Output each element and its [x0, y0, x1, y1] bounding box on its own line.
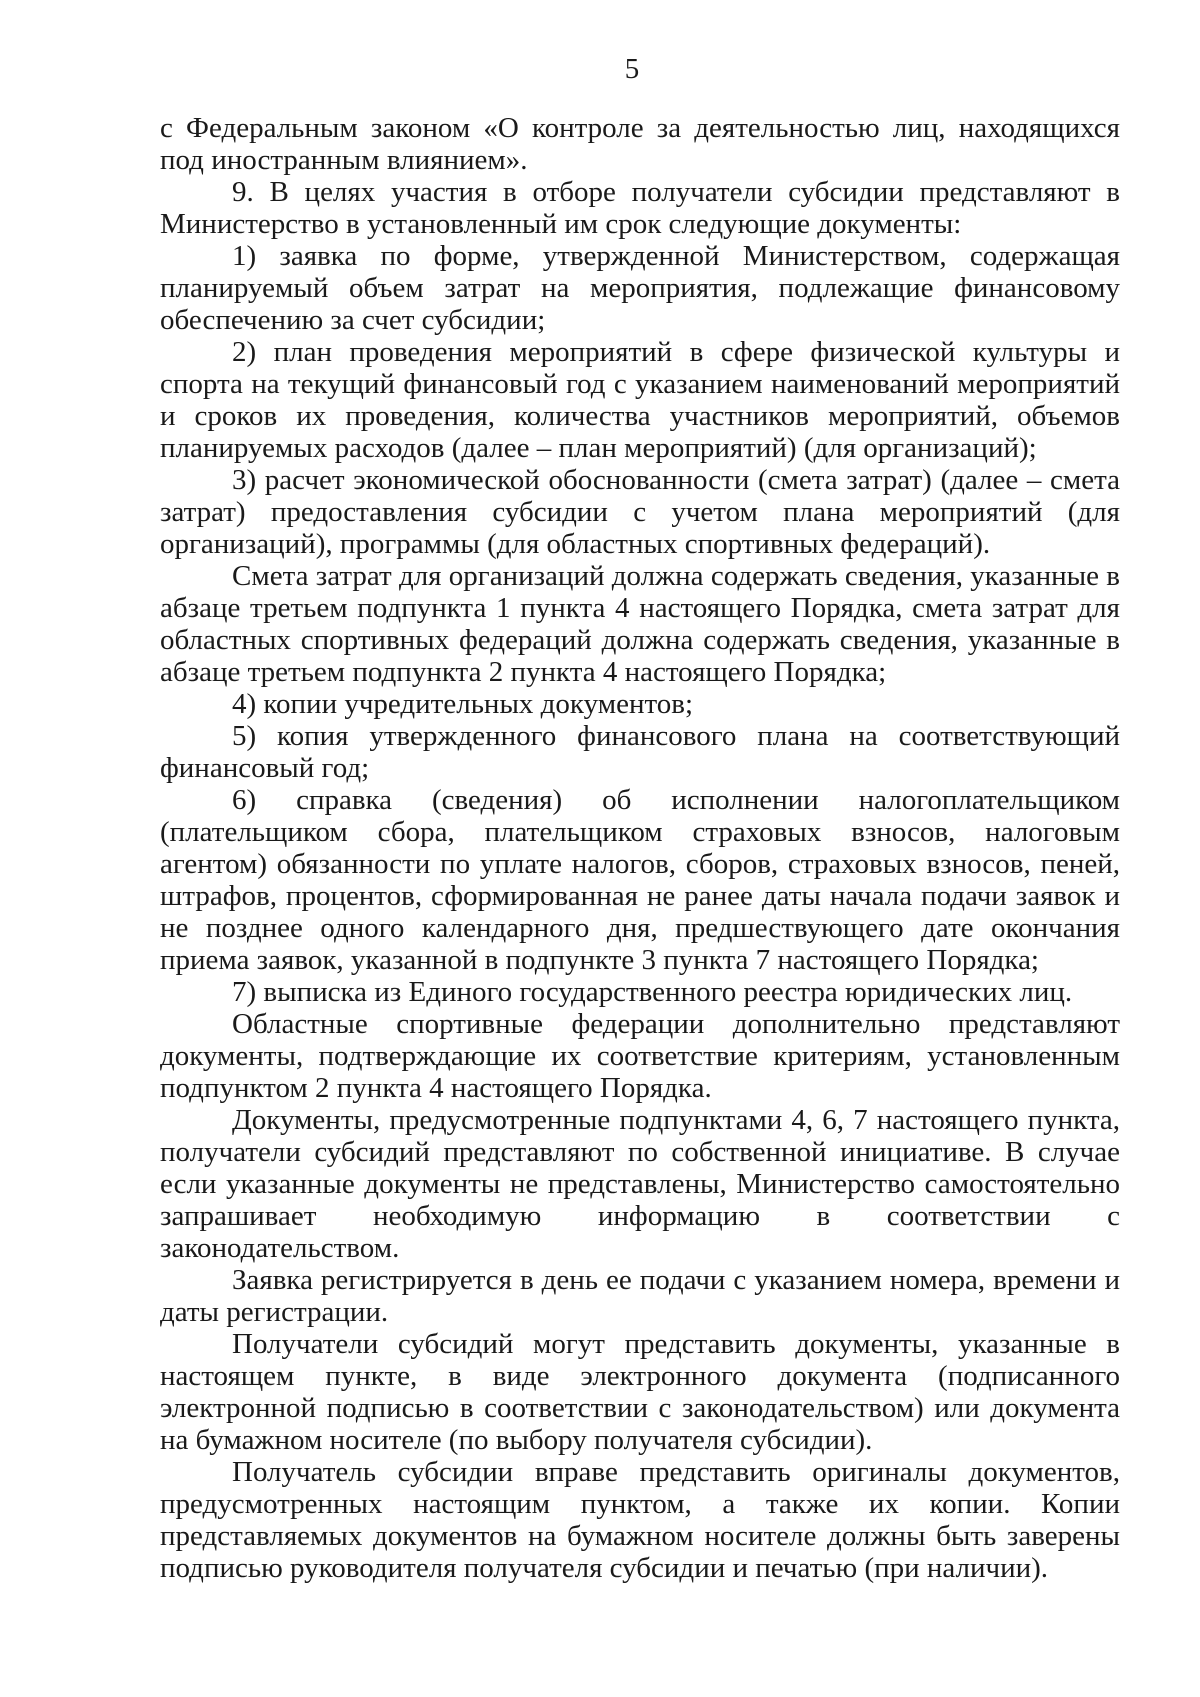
paragraph-subitem-7: 7) выписка из Единого государственного реестра юридических лиц. — [232, 976, 1073, 1008]
paragraph-subitem-5: 5) копия утвержденного финансового плана на соответствующий финансовый год; — [160, 720, 1120, 784]
paragraph-federations: Областные спортивные федерации дополнительно представляют документы, подтверждающие их соответствие критериям, установленным подпунктом 2 пункта 4 настоящего Порядка. — [160, 1008, 1120, 1104]
paragraph-originals-copies: Получатель субсидии вправе представить оригиналы документов, предусмотренных настоящим пунктом, а также их копии. Копии представляемых документов на бумажном носителе должны быть заверены подписью руководителя получателя субсидии и печатью (при наличии). — [160, 1456, 1120, 1584]
paragraph-cost-estimate: Смета затрат для организаций должна содержать сведения, указанные в абзаце третьем подпункта 1 пункта 4 настоящего Порядка, смета затрат для областных спортивных федераций должна содержать сведения, указанные в абзаце третьем подпункта 2 пункта 4 настоящего Порядка; — [160, 560, 1120, 688]
paragraph-subitem-1: 1) заявка по форме, утвержденной Министерством, содержащая планируемый объем затрат на мероприятия, подлежащие финансовому обеспечению за счет субсидии; — [160, 240, 1120, 336]
page-number: 5 — [624, 53, 640, 85]
paragraph-continuation: с Федеральным законом «О контроле за деятельностью лиц, находящихся под иностранным влиянием». — [160, 112, 1120, 176]
paragraph-registration: Заявка регистрируется в день ее подачи с указанием номера, времени и даты регистрации. — [160, 1264, 1120, 1328]
paragraph-subitem-2: 2) план проведения мероприятий в сфере физической культуры и спорта на текущий финансовый год с указанием наименований мероприятий и сроков их проведения, количества участников мероприятий, объемов планируемых расходов (далее – план мероприятий) (для организаций); — [160, 336, 1120, 464]
paragraph-own-initiative: Документы, предусмотренные подпунктами 4, 6, 7 настоящего пункта, получатели субсидий представляют по собственной инициативе. В случае если указанные документы не представлены, Министерство самостоятельно запрашивает необходимую информацию в соответствии с законодательством. — [160, 1104, 1120, 1264]
paragraph-item-9: 9. В целях участия в отборе получатели субсидии представляют в Министерство в установленный им срок следующие документы: — [160, 176, 1120, 240]
paragraph-subitem-3: 3) расчет экономической обоснованности (смета затрат) (далее – смета затрат) предоставления субсидии с учетом плана мероприятий (для организаций), программы (для областных спортивных федераций). — [160, 464, 1120, 560]
document-body — [160, 112, 1120, 1584]
paragraph-electronic-submission: Получатели субсидий могут представить документы, указанные в настоящем пункте, в виде электронного документа (подписанного электронной подписью в соответствии с законодательством) или документа на бумажном носителе (по выбору получателя субсидии). — [160, 1328, 1120, 1456]
paragraph-subitem-4: 4) копии учредительных документов; — [232, 688, 694, 720]
paragraph-subitem-6: 6) справка (сведения) об исполнении налогоплательщиком (плательщиком сбора, плательщиком страховых взносов, налоговым агентом) обязанности по уплате налогов, сборов, страховых взносов, пеней, штрафов, процентов, сформированная не ранее даты начала подачи заявок и не позднее одного календарного дня, предшествующего дате окончания приема заявок, указанной в подпункте 3 пункта 7 настоящего Порядка; — [160, 784, 1120, 976]
